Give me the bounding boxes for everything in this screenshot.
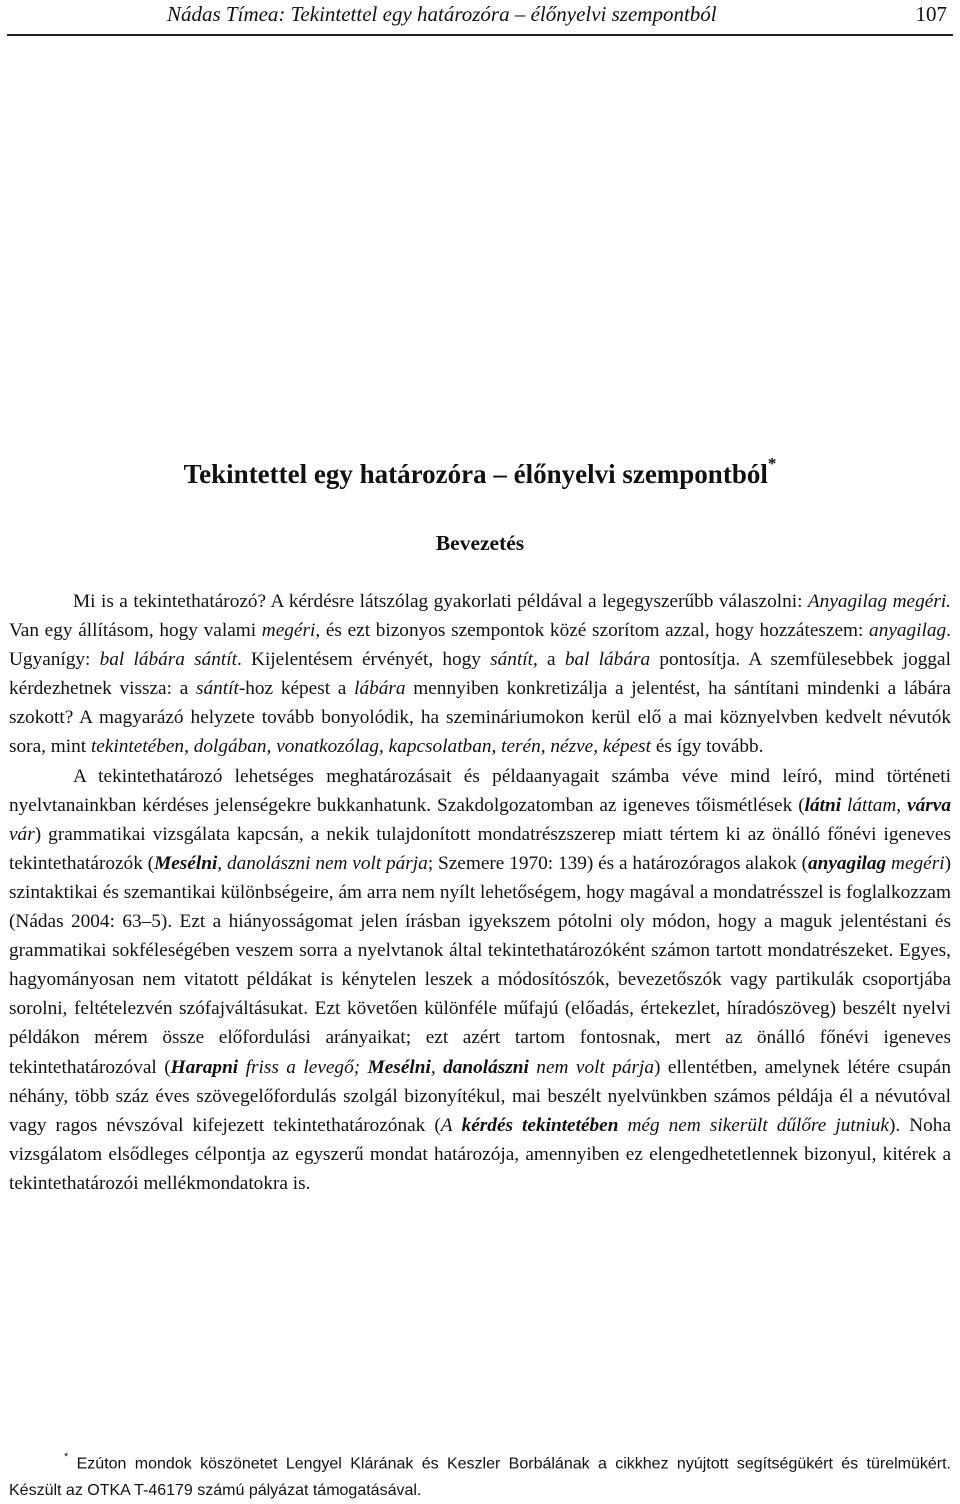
text-run: Anyagilag megéri. <box>807 591 951 612</box>
text-run: láttam, <box>841 794 902 816</box>
text-run: Van egy állításom, hogy valami <box>9 620 262 642</box>
text-run: nem volt párja <box>528 1056 655 1078</box>
text-run: bal lábára sántít <box>99 649 237 671</box>
text-run: bal lábára <box>564 649 651 671</box>
text-run: friss a levegő; <box>238 1056 361 1078</box>
text-run: Mesélni <box>367 1056 431 1078</box>
article-title <box>0 454 960 490</box>
text-run: . Ugyanígy: <box>9 620 951 671</box>
footnote-body <box>9 1446 951 1504</box>
text-run: lábára <box>354 678 406 700</box>
footnote-reference-mark[interactable]: * <box>767 454 777 473</box>
text-run: várva <box>907 794 951 816</box>
text-run: még nem sikerült dűlőre jutniuk <box>618 1114 889 1136</box>
footnote-mark: * <box>64 1451 69 1463</box>
text-run: A <box>440 1114 453 1136</box>
text-run: látni <box>804 794 842 816</box>
text-run: , a <box>533 649 565 671</box>
body-text <box>9 587 951 1198</box>
footnote <box>9 1446 951 1504</box>
text-run: , és ezt bizonyos szempontok közé szorítom azzal, hogy hozzáteszem: <box>315 620 870 642</box>
text-run: ) grammatikai vizsgálata kapcsán, a nekik tulajdonított mondatrészszerep miatt tértem ki az önálló főnévi igeneves tekintethatározók ( <box>9 823 951 874</box>
text-run: Mi is a tekintethatározó? A kérdésre látszólag gyakorlati példával a legegyszerűbb válaszolni: <box>73 591 808 612</box>
text-run: megéri <box>886 852 945 874</box>
text-run: tekintetében, dolgában, vonatkozólag, kapcsolatban, terén, nézve, képest <box>90 736 652 758</box>
text-run: , <box>430 1056 436 1078</box>
text-run: danolászni <box>443 1056 529 1078</box>
text-run: Mesélni <box>154 852 218 874</box>
text-run: anyagilag <box>869 620 947 642</box>
text-run: Harapni <box>170 1056 239 1078</box>
text-run: anyagilag <box>807 852 887 874</box>
text-run: mennyiben konkretizálja a jelentést, ha sántítani mindenki a lábára szokott? A magyarázó helyzete tovább bonyolódik, ha szemináriumokon kerül elő a mai köznyelvben kedvelt névutók sora, mint <box>9 678 951 758</box>
text-run: -hoz képest a <box>238 678 355 700</box>
text-run: vár <box>9 823 35 845</box>
running-header-title: Nádas Tímea: Tekintettel egy határozóra – élőnyelvi szempontból <box>167 2 717 26</box>
text-run <box>360 1057 367 1078</box>
article-title-text: Tekintettel egy határozóra – élőnyelvi szempontból <box>183 459 768 489</box>
running-header <box>7 0 953 36</box>
text-run: sántít <box>490 649 534 671</box>
section-heading: Bevezetés <box>435 531 525 555</box>
text-run: ; Szemere 1970: 139) és a határozóragos alakok ( <box>427 852 808 874</box>
text-run <box>453 1115 462 1136</box>
text-run <box>436 1057 443 1078</box>
text-run: pontosítja. A szemfülesebbek joggal kérdezhetnek vissza: a <box>9 649 951 700</box>
text-run: és így tovább. <box>651 736 764 758</box>
footnote-text: Ezúton mondok köszönetet Lengyel Klárának és Keszler Borbálának a cikkhez nyújtott segítségükért és türelmükért. Készült az OTKA T-46179 számú pályázat támogatásával. <box>9 1455 951 1500</box>
text-run: kérdés tekintetében <box>461 1114 619 1136</box>
text-run: ). Noha vizsgálatom elsődleges célpontja az egyszerű mondat határozója, amennyiben ez elengedhetetlennek bizonyul, kitérek a tekintethatározói mellékmondatokra is. <box>9 1114 952 1194</box>
text-run: ) szintaktikai és szemantikai különbségeire, ám arra nem nyílt lehetőségem, hogy magával a mondatrésszel is foglalkozzam (Nádas 2004: 63–5). Ezt a hiányosságomat jelen írásban igyekszem pótolni oly módon, hogy a maguk jelentéstani és grammatikai sokféleségében veszem sorra a nyelvtanok által tekintethatározóként számon tartott mondatrészeket. Egyes, hagyományosan nem vitatott példákat is kénytelen leszek a módosítószók, bevezetőszók vagy partikulák csoportjába sorolni, feltételezvén szófajváltásukat. Ezt követően különféle műfajú (előadás, értekezlet, híradószöveg) beszélt nyelvi példákon mérem össze előfordulási arányaikat; ezt azért tartom fontosnak, mert az önálló főnévi igeneves tekintethatározóval ( <box>9 852 951 1078</box>
text-run: megéri <box>261 620 316 642</box>
text-run: , danolászni nem volt párja <box>217 852 428 874</box>
text-run: A tekintethatározó lehetséges meghatározásait és példaanyagait számba véve mind leíró, mind történeti nyelvtanainkban kérdéses jelenségekre bukkanhatunk. Szakdolgozatomban az igeneves tőismétlések ( <box>9 765 951 816</box>
text-run: . Kijelentésem érvényét, hogy <box>236 649 491 671</box>
text-run: sántít <box>195 678 239 700</box>
paragraph-2 <box>9 762 951 1198</box>
page-number: 107 <box>915 2 947 26</box>
text-run: ) ellentétben, amelynek létére csupán néhány, több száz éves szövegelőfordulás szolgál bizonyítékul, mai beszélt nyelvünkben számos példája él a névutóval vagy ragos névszóval kifejezett tekintethatározónak ( <box>9 1056 952 1136</box>
paragraph-1 <box>9 587 951 762</box>
